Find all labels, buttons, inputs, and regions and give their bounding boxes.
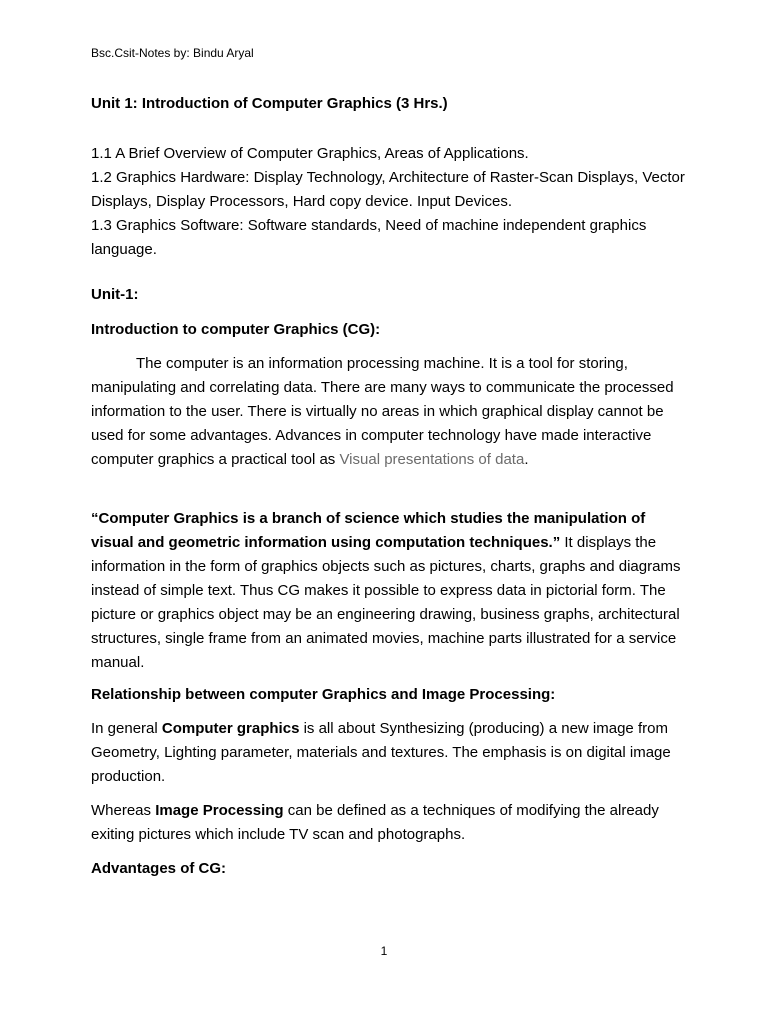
ip-pre: Whereas	[91, 802, 156, 819]
intro-paragraph	[91, 352, 691, 472]
ip-rest: can be defined as a techniques of modifying the already exiting pictures which include TV scan and photographs.	[91, 802, 659, 843]
advantages-heading: Advantages of CG:	[91, 860, 227, 877]
syllabus-item: 1.3 Graphics Software: Software standards, Need of machine independent graphics language.	[91, 217, 647, 258]
intro-end: .	[524, 451, 529, 468]
intro-heading: Introduction to computer Graphics (CG):	[91, 321, 381, 338]
cg-pre: In general	[91, 720, 162, 737]
definition-bold: “Computer Graphics is a branch of science which studies the manipulation of visual and geometric information using computation techniques.”	[91, 510, 646, 551]
relationship-heading: Relationship between computer Graphics and Image Processing:	[91, 686, 556, 703]
unit-title: Unit 1: Introduction of Computer Graphics (3 Hrs.)	[91, 95, 448, 112]
intro-text: The computer is an information processing machine. It is a tool for storing, manipulating and correlating data. There are many ways to communicate the processed information to the user. There is virtually no areas in which graphical display cannot be used for some advantages. Advances in computer technology have made interactive computer graphics a practical tool as	[91, 355, 674, 468]
syllabus-list	[91, 142, 701, 262]
syllabus-item: 1.1 A Brief Overview of Computer Graphics, Areas of Applications.	[91, 145, 529, 162]
unit-heading: Unit-1:	[91, 286, 139, 303]
visual-presentations-link[interactable]: Visual presentations of data	[339, 451, 525, 468]
page-header: Bsc.Csit-Notes by: Bindu Aryal	[91, 46, 254, 60]
ip-paragraph	[91, 799, 691, 847]
cg-rest: is all about Synthesizing (producing) a new image from Geometry, Lighting parameter, materials and textures. The emphasis is on digital image production.	[91, 720, 671, 785]
page-number: 1	[380, 944, 388, 958]
definition-rest: It displays the information in the form of graphics objects such as pictures, charts, graphs and diagrams instead of simple text. Thus CG makes it possible to express data in pictorial form. The picture or graphics object may be an engineering drawing, business graphs, architectural structures, single frame from an animated movies, machine parts illustrated for a service manual.	[91, 534, 681, 671]
definition-paragraph	[91, 507, 691, 675]
cg-bold: Computer graphics	[161, 720, 300, 737]
cg-paragraph	[91, 717, 691, 789]
ip-bold: Image Processing	[155, 802, 284, 819]
syllabus-item: 1.2 Graphics Hardware: Display Technology, Architecture of Raster-Scan Displays, Vector Displays, Display Processors, Hard copy device. Input Devices.	[91, 169, 685, 210]
